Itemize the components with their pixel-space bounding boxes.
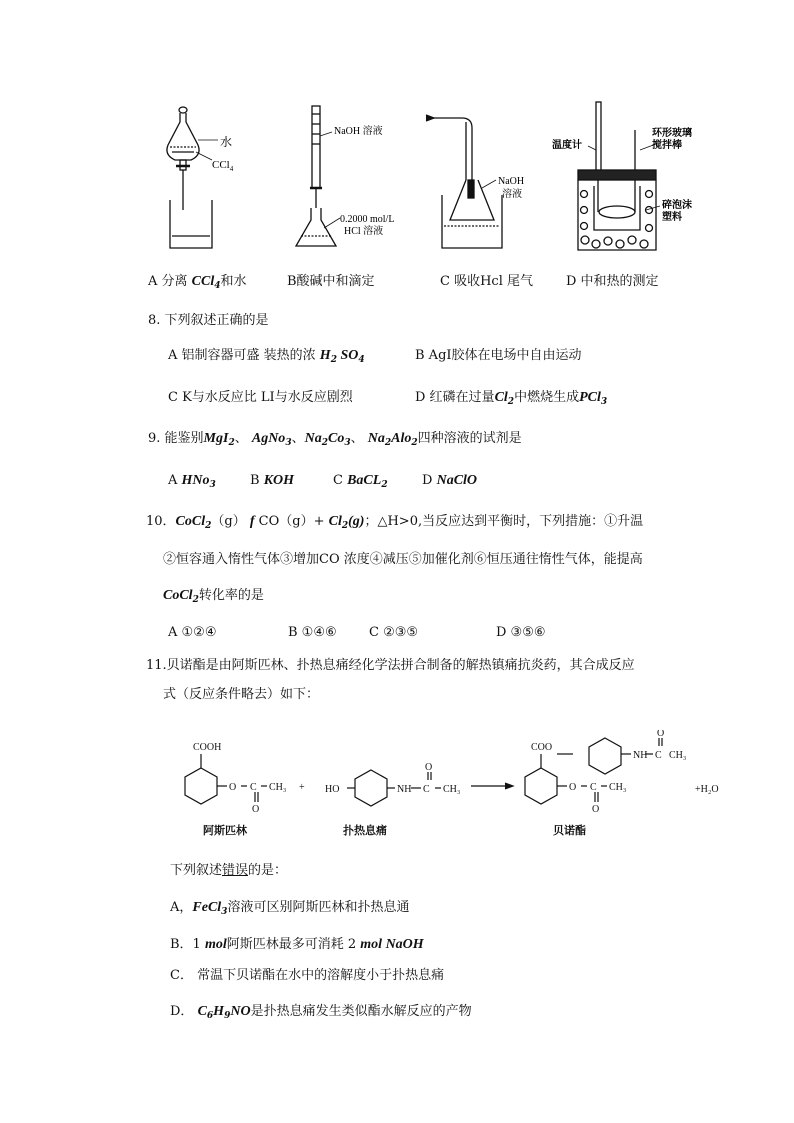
q11-line1: 11.贝诺酯是由阿斯匹林、扑热息痛经化学法拼合制备的解热镇痛抗炎药，其合成反应: [146, 658, 635, 673]
paracetamol-ring: [355, 770, 387, 806]
beno-nh-label: NH: [633, 750, 648, 761]
q11-stem: 下列叙述错误的是：: [170, 863, 288, 878]
q8-option-b: B AgI胶体在电场中自由运动: [415, 348, 582, 363]
naoh-burette-label: NaOH 溶液: [334, 126, 383, 137]
aspirin-ring: [185, 768, 217, 804]
para-o-label: O: [425, 762, 433, 773]
beno-o3-label: O: [592, 804, 600, 815]
coo-label: COO: [531, 742, 553, 753]
nh-label: NH: [397, 784, 412, 795]
aspirin-name: 阿斯匹林: [203, 825, 247, 837]
caption-a: A 分离 CCl$_4$和水: [148, 274, 247, 291]
foam-label-2: 塑料: [662, 212, 682, 223]
q10-option-a: A ①②④: [168, 625, 217, 640]
caption-c: C 吸收Hcl 尾气: [440, 274, 533, 289]
para-ch3-label: CH₃: [443, 784, 461, 795]
q8-option-d: D 红磷在过量$Cl_2$中燃烧生成PCl$_3$: [415, 390, 608, 407]
q8-option-a: A 铝制容器可盛 装热的浓 $H_2$ $SO_4$: [168, 348, 365, 365]
aspirin-ch3-label: CH₃: [269, 782, 287, 793]
stirrer-label-1: 环形玻璃: [652, 128, 692, 139]
foam-label-1: 碎泡沫: [662, 200, 692, 211]
caption-d: D 中和热的测定: [566, 274, 659, 289]
calorimeter-figure: [578, 102, 660, 250]
beno-c2-label: C: [590, 782, 597, 793]
q10-line3: CoCl$_2$转化率的是: [163, 588, 264, 605]
q9-option-a: A HNo$_3$: [168, 473, 216, 490]
thermometer-label: 温度计: [552, 140, 582, 151]
q9-option-d: D NaClO: [422, 473, 478, 488]
aspirin-c-label: C: [250, 782, 257, 793]
plus-sign: +: [299, 782, 305, 793]
q11-option-a: A，FeCl$_3$溶液可区别阿斯匹林和扑热息通: [170, 900, 410, 917]
caption-b: B酸碱中和滴定: [287, 274, 375, 289]
naoh-beaker-label-1: NaOH: [498, 176, 525, 187]
reaction-scheme: [175, 730, 745, 840]
beno-o-label: O: [657, 730, 665, 739]
hcl-conc-label: 0.2000 mol/L: [340, 214, 395, 225]
water-product: +H₂O: [695, 784, 719, 795]
beno-c-label: C: [655, 750, 662, 761]
q9-stem: 9. 能鉴别MgI$_2$、 AgNo$_3$、$Na_2Co_3$、 $Na_2Alo_2$四种溶液的试剂是: [148, 431, 522, 448]
q11-option-b: B．1 mol阿斯匹林最多可消耗 2 mol NaOH: [170, 937, 424, 952]
beno-o2-label: O: [569, 782, 577, 793]
paracetamol-name: 扑热息痛: [343, 825, 387, 837]
benorilate-name: 贝诺酯: [553, 825, 586, 837]
q10-option-d: D ③⑤⑥: [496, 625, 546, 640]
q10-option-b: B ①④⑥: [288, 625, 337, 640]
para-c-label: C: [423, 784, 430, 795]
q8-option-c: C K与水反应比 LI与水反应剧烈: [168, 390, 353, 405]
benorilate-ring-2: [589, 738, 621, 774]
separatory-funnel-figure: [167, 107, 218, 248]
q9-option-b: B KOH: [250, 473, 295, 488]
beno-ch3-label: CH₃: [669, 750, 687, 761]
q10-line2: ②恒容通入惰性气体③增加CO 浓度④减压⑤加催化剂⑥恒压通往惰性气体，能提高: [163, 552, 643, 567]
aspirin-o-label: O: [229, 782, 237, 793]
ccl4-label: CCl$_4$: [212, 159, 234, 173]
naoh-beaker-label-2: 溶液: [502, 189, 522, 200]
cooh-label: COOH: [193, 742, 222, 753]
q11-option-d: D． $C_6H_9NO$是扑热息痛发生类似酯水解反应的产物: [170, 1004, 472, 1021]
ho-label: HO: [325, 784, 340, 795]
q10-line1: 10．CoCl$_2$（g） f $CO(g)+ Cl_2(g)$；△H>0,当反应达到平衡时，下列措施：①升温: [146, 514, 644, 531]
q11-option-c: C． 常温下贝诺酯在水中的溶解度小于扑热息痛: [170, 968, 445, 983]
aspirin-co-o-label: O: [252, 804, 260, 815]
q10-option-c: C ②③⑤: [369, 625, 419, 640]
q9-option-c: C BaCL$_2$: [333, 473, 388, 490]
benorilate-ring-1: [525, 768, 557, 804]
stirrer-label-2: 搅拌棒: [652, 140, 682, 151]
q11-line2: 式（反应条件略去）如下：: [163, 687, 320, 702]
q8-stem: 8. 下列叙述正确的是: [148, 313, 269, 328]
water-label: 水: [220, 135, 233, 149]
gas-absorption-figure: [426, 115, 502, 248]
beno-ch3-2-label: CH₃: [609, 782, 627, 793]
apparatus-figures: [160, 100, 700, 265]
hcl-solution-label: HCl 溶液: [344, 226, 384, 237]
